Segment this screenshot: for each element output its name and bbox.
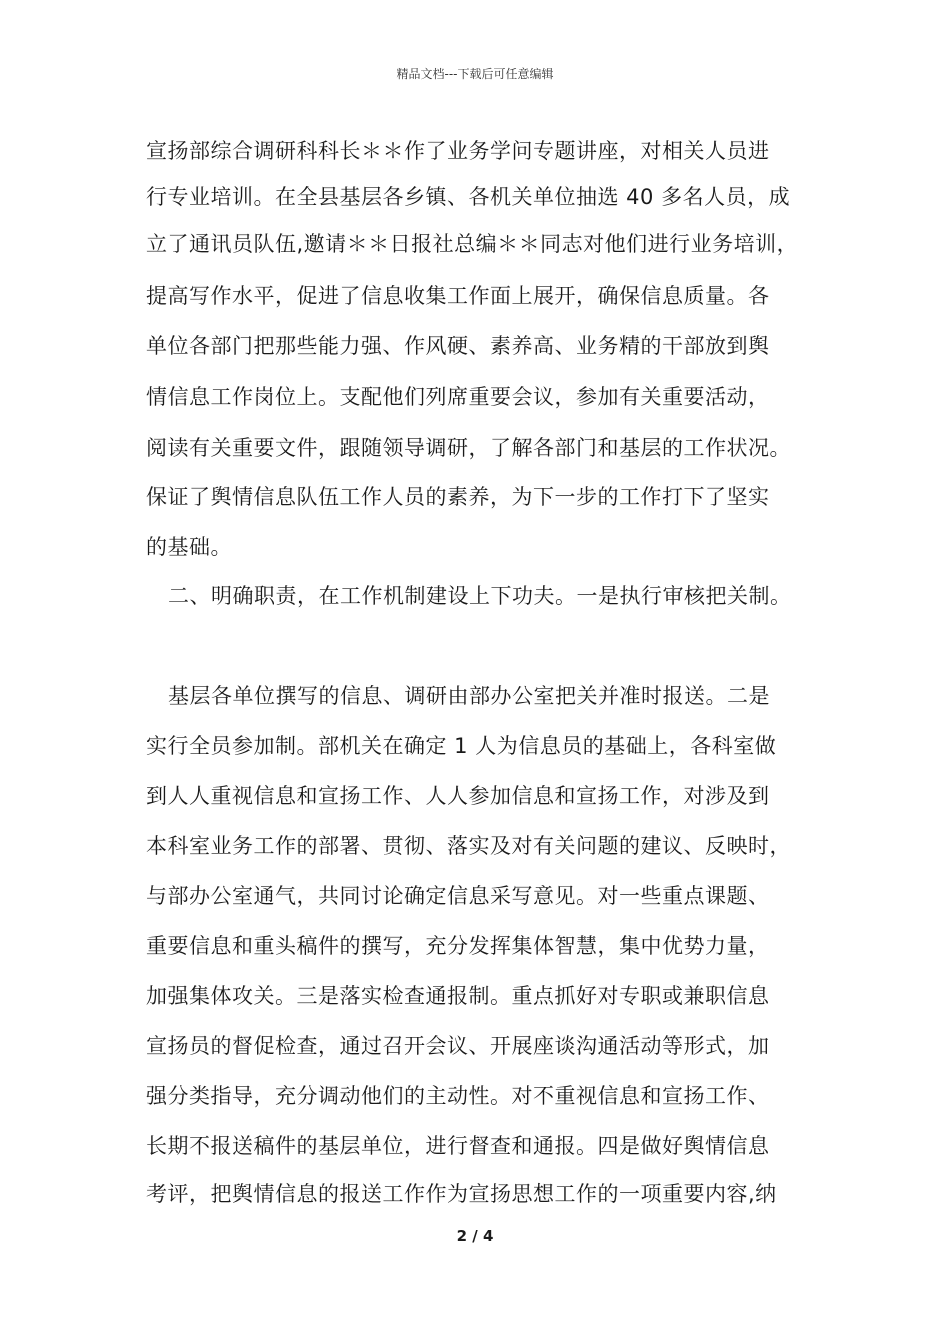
text-line: 考评，把舆情信息的报送工作作为宣扬思想工作的一项重要内容,纳 xyxy=(146,1182,777,1206)
text-line: 长期不报送稿件的基层单位，进行督查和通报。四是做好舆情信息 xyxy=(146,1134,770,1158)
text-line: 单位各部门把那些能力强、作风硬、素养高、业务精的干部放到舆 xyxy=(146,334,770,358)
text-line: 提高写作水平，促进了信息收集工作面上展开，确保信息质量。各 xyxy=(146,284,770,308)
text-line: 行专业培训。在全县基层各乡镇、各机关单位抽选 40 多名人员，成 xyxy=(146,185,791,209)
text-line: 本科室业务工作的部署、贯彻、落实及对有关问题的建议、反映时， xyxy=(146,834,791,858)
text-line: 重要信息和重头稿件的撰写，充分发挥集体智慧，集中优势力量， xyxy=(146,934,770,958)
text-line: 的基础。 xyxy=(146,535,232,559)
text-line: 立了通讯员队伍,邀请＊＊日报社总编＊＊同志对他们进行业务培训， xyxy=(146,232,799,256)
text-line: 情信息工作岗位上。支配他们列席重要会议，参加有关重要活动， xyxy=(146,385,770,409)
text-line: 强分类指导，充分调动他们的主动性。对不重视信息和宣扬工作、 xyxy=(146,1084,770,1108)
text-line: 阅读有关重要文件，跟随领导调研，了解各部门和基层的工作状况。 xyxy=(146,436,791,460)
text-line: 保证了舆情信息队伍工作人员的素养，为下一步的工作打下了坚实 xyxy=(146,485,770,509)
text-line: 宣扬员的督促检查，通过召开会议、开展座谈沟通活动等形式，加 xyxy=(146,1034,770,1058)
page-number: 2 / 4 xyxy=(456,1227,494,1245)
text-line: 实行全员参加制。部机关在确定 1 人为信息员的基础上，各科室做 xyxy=(146,734,777,758)
text-line: 加强集体攻关。三是落实检查通报制。重点抓好对专职或兼职信息 xyxy=(146,984,770,1008)
text-line: 宣扬部综合调研科科长＊＊作了业务学问专题讲座，对相关人员进 xyxy=(146,139,770,163)
text-line: 基层各单位撰写的信息、调研由部办公室把关并准时报送。二是 xyxy=(168,684,770,708)
text-line: 到人人重视信息和宣扬工作、人人参加信息和宣扬工作，对涉及到 xyxy=(146,784,770,808)
text-line: 与部办公室通气，共同讨论确定信息采写意见。对一些重点课题、 xyxy=(146,884,770,908)
section-heading: 二、明确职责，在工作机制建设上下功夫。一是执行审核把关制。 xyxy=(168,584,792,608)
page-header: 精品文档---下载后可任意编辑 xyxy=(396,67,554,81)
